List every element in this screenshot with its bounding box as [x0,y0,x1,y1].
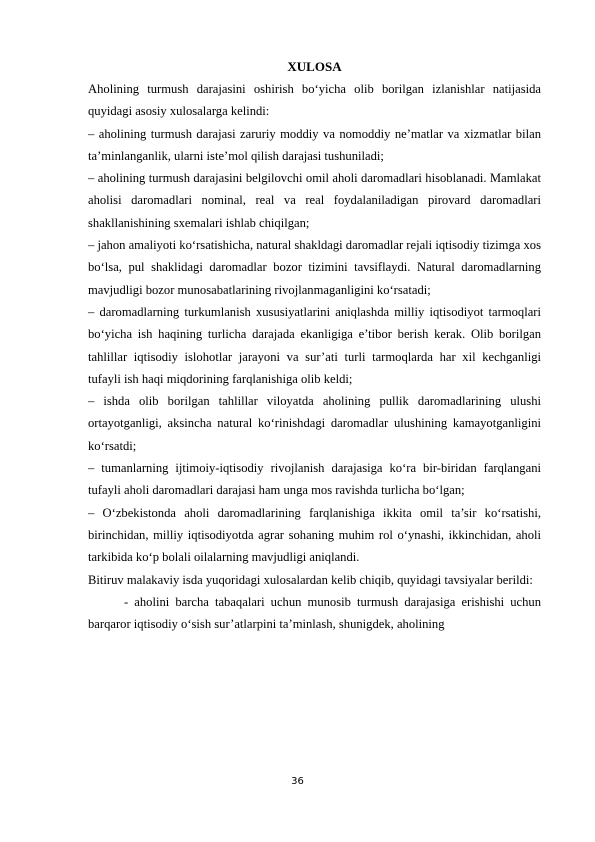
section-title: XULOSA [287,59,342,74]
page-number: 36 [291,776,304,787]
document-page [88,56,541,635]
paragraph-conclusion-2: – aholining turmush darajasini belgilovchi omil aholi daromadlari hisoblanadi. Mamlakat aholisi daromadlari nominal, real va real foydalaniladigan pirovard daromadlari shakllanishining sxemalari ishlab chiqilgan; [88,171,541,230]
paragraph-conclusion-3: – jahon amaliyoti ko‘rsatishicha, natural shakldagi daromadlar rejali iqtisodiy tizimga xos bo‘lsa, pul shaklidagi daromadlar bozor tizimini tavsiflaydi. Natural daromadlarning mavjudligi bozor munosabatlarining rivojlanmaganligini ko‘rsatadi; [88,238,541,297]
paragraph-conclusion-5: – ishda olib borilgan tahlillar viloyatda aholining pullik daromadlarining ulushi ortayotganligi, aksincha natural ko‘rinishdagi daromadlar ulushining kamayotganligini ko‘rsatdi; [88,394,541,453]
paragraph-recommendation-1: - aholini barcha tabaqalari uchun munosib turmush darajasiga erishishi uchun barqaror iqtisodiy o‘sish sur’atlarpini ta’minlash, shunigdek, aholining [88,594,541,632]
paragraph-intro: Aholining turmush darajasini oshirish bo‘yicha olib borilgan izlanishlar natijasida quyidagi asosiy xulosalarga kelindi: [88,82,541,119]
paragraph-recommendations-intro: Bitiruv malakaviy isda yuqoridagi xulosalardan kelib chiqib, quyidagi tavsiyalar berildi: [88,572,533,587]
paragraph-conclusion-1: – aholining turmush darajasi zaruriy moddiy va nomoddiy ne’matlar va xizmatlar bilan ta’minlanganlik, ularni iste’mol qilish darajasi tushuniladi; [88,126,541,163]
paragraph-conclusion-6: – tumanlarning ijtimoiy-iqtisodiy rivojlanish darajasiga ko‘ra bir-biridan farqlangani tufayli aholi daromadlari darajasi ham unga mos ravishda turlicha bo‘lgan; [88,461,541,498]
paragraph-conclusion-4: – daromadlarning turkumlanish xususiyatlarini aniqlashda milliy iqtisodiyot tarmoqlari bo‘yicha ish haqining turlicha darajada ekanligiga e’tibor berish kerak. Olib borilgan tahlillar iqtisodiy islohotlar jarayoni va sur’ati turli tarmoqlarda har xil kechganligi tufayli ish haqi miqdorining farqlanishiga olib keldi; [88,304,541,386]
paragraph-conclusion-7: – O‘zbekistonda aholi daromadlarining farqlanishiga ikkita omil ta’sir ko‘rsatishi, birinchidan, milliy iqtisodiyotda agrar sohaning muhim rol o‘ynashi, ikkinchidan, aholi tarkibida ko‘p bolali oilalarning mavjudligi aniqlandi. [88,505,541,565]
